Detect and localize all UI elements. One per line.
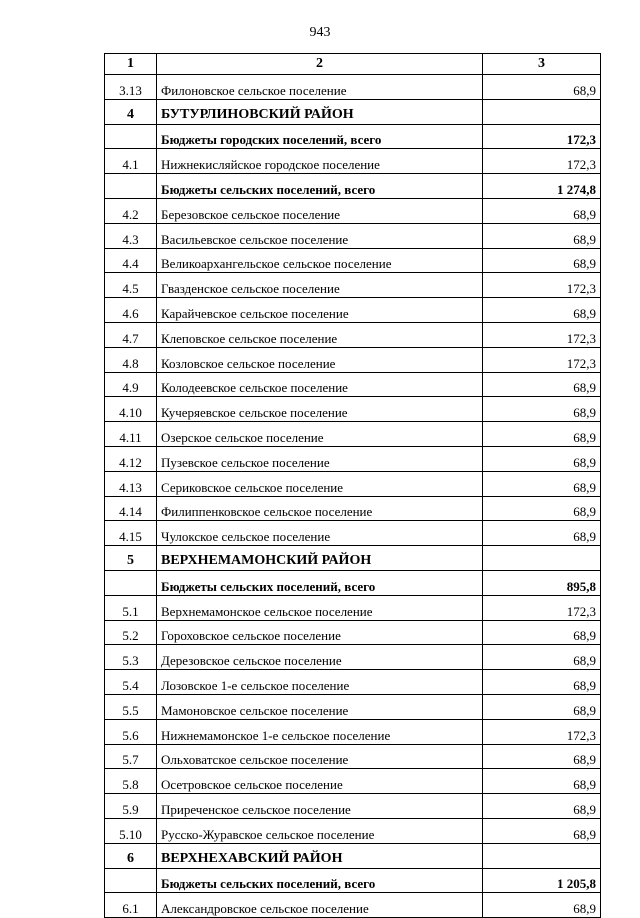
- row-number: 5.4: [105, 670, 157, 695]
- row-name: Березовское сельское поселение: [157, 198, 483, 223]
- table-row: [105, 694, 601, 719]
- row-name: Филиппенковское сельское поселение: [157, 496, 483, 521]
- table-row: [105, 273, 601, 298]
- row-number: 4.15: [105, 521, 157, 546]
- row-number: 6: [105, 843, 157, 868]
- row-number: 4.5: [105, 273, 157, 298]
- row-name: Ольховатское сельское поселение: [157, 744, 483, 769]
- row-value: 68,9: [483, 645, 601, 670]
- table-row: [105, 75, 601, 100]
- subtotal-row: [105, 174, 601, 199]
- row-value: 68,9: [483, 893, 601, 918]
- row-number: 4.13: [105, 471, 157, 496]
- table-row: [105, 595, 601, 620]
- page-number: 943: [309, 25, 331, 40]
- row-name: Мамоновское сельское поселение: [157, 694, 483, 719]
- row-value: 172,3: [483, 719, 601, 744]
- row-name: Бюджеты сельских поселений, всего: [157, 174, 483, 199]
- row-name: Нижнекисляйское городское поселение: [157, 149, 483, 174]
- row-value: [483, 546, 601, 571]
- row-number: 5.1: [105, 595, 157, 620]
- row-number: 4.7: [105, 322, 157, 347]
- row-number: 4.12: [105, 446, 157, 471]
- district-row: [105, 546, 601, 571]
- row-number: [105, 124, 157, 149]
- row-number: 4.4: [105, 248, 157, 273]
- row-number: 5.2: [105, 620, 157, 645]
- table-row: [105, 149, 601, 174]
- table-header: [105, 54, 601, 75]
- header-cell-3: 3: [483, 54, 601, 75]
- row-name: Чулокское сельское поселение: [157, 521, 483, 546]
- row-value: 68,9: [483, 75, 601, 100]
- row-name: Клеповское сельское поселение: [157, 322, 483, 347]
- row-name: Васильевское сельское поселение: [157, 223, 483, 248]
- row-name: Приреченское сельское поселение: [157, 794, 483, 819]
- row-name: Бюджеты сельских поселений, всего: [157, 868, 483, 893]
- row-number: [105, 868, 157, 893]
- row-value: 68,9: [483, 694, 601, 719]
- row-name: Кучеряевское сельское поселение: [157, 397, 483, 422]
- table-row: [105, 769, 601, 794]
- row-name: Верхнемамонское сельское поселение: [157, 595, 483, 620]
- row-name: ВЕРХНЕХАВСКИЙ РАЙОН: [157, 843, 483, 868]
- row-name: Сериковское сельское поселение: [157, 471, 483, 496]
- district-row: [105, 843, 601, 868]
- table-row: [105, 521, 601, 546]
- row-value: 172,3: [483, 595, 601, 620]
- subtotal-row: [105, 124, 601, 149]
- row-value: 1 205,8: [483, 868, 601, 893]
- row-value: 895,8: [483, 570, 601, 595]
- row-number: 5.9: [105, 794, 157, 819]
- table-row: [105, 198, 601, 223]
- header-row: [105, 54, 601, 75]
- row-number: 4.8: [105, 347, 157, 372]
- row-value: 68,9: [483, 794, 601, 819]
- row-value: 68,9: [483, 670, 601, 695]
- row-name: Бюджеты сельских поселений, всего: [157, 570, 483, 595]
- row-value: 172,3: [483, 322, 601, 347]
- table-row: [105, 298, 601, 323]
- row-name: Дерезовское сельское поселение: [157, 645, 483, 670]
- table-row: [105, 347, 601, 372]
- table-row: [105, 496, 601, 521]
- table-row: [105, 446, 601, 471]
- table-row: [105, 248, 601, 273]
- row-value: 68,9: [483, 446, 601, 471]
- row-number: 4.2: [105, 198, 157, 223]
- row-value: 172,3: [483, 149, 601, 174]
- row-name: Гвазденское сельское поселение: [157, 273, 483, 298]
- row-value: 68,9: [483, 298, 601, 323]
- row-value: 68,9: [483, 223, 601, 248]
- table-row: [105, 719, 601, 744]
- row-name: Озерское сельское поселение: [157, 422, 483, 447]
- row-name: Русско-Журавское сельское поселение: [157, 818, 483, 843]
- header-cell-2: 2: [157, 54, 483, 75]
- row-value: 172,3: [483, 273, 601, 298]
- row-name: Гороховское сельское поселение: [157, 620, 483, 645]
- row-value: 68,9: [483, 198, 601, 223]
- row-name: БУТУРЛИНОВСКИЙ РАЙОН: [157, 99, 483, 124]
- row-name: ВЕРХНЕМАМОНСКИЙ РАЙОН: [157, 546, 483, 571]
- table-row: [105, 744, 601, 769]
- row-name: Осетровское сельское поселение: [157, 769, 483, 794]
- row-number: 3.13: [105, 75, 157, 100]
- row-number: 5.8: [105, 769, 157, 794]
- row-value: 68,9: [483, 818, 601, 843]
- row-name: Пузевское сельское поселение: [157, 446, 483, 471]
- subtotal-row: [105, 570, 601, 595]
- table-row: [105, 620, 601, 645]
- table-body: [105, 75, 601, 918]
- row-name: Великоархангельское сельское поселение: [157, 248, 483, 273]
- row-number: 5.5: [105, 694, 157, 719]
- row-number: 4: [105, 99, 157, 124]
- row-name: Карайчевское сельское поселение: [157, 298, 483, 323]
- district-row: [105, 99, 601, 124]
- row-number: 5.6: [105, 719, 157, 744]
- row-value: [483, 843, 601, 868]
- row-name: Александровское сельское поселение: [157, 893, 483, 918]
- row-number: 5.3: [105, 645, 157, 670]
- row-number: 5: [105, 546, 157, 571]
- row-name: Козловское сельское поселение: [157, 347, 483, 372]
- row-name: Нижнемамонское 1-е сельское поселение: [157, 719, 483, 744]
- row-value: 68,9: [483, 620, 601, 645]
- row-number: 4.11: [105, 422, 157, 447]
- table-row: [105, 422, 601, 447]
- table-row: [105, 645, 601, 670]
- table-row: [105, 818, 601, 843]
- row-number: 4.10: [105, 397, 157, 422]
- row-name: Колодеевское сельское поселение: [157, 372, 483, 397]
- row-number: 5.10: [105, 818, 157, 843]
- row-name: Лозовское 1-е сельское поселение: [157, 670, 483, 695]
- budget-table: [104, 53, 601, 918]
- row-value: 68,9: [483, 521, 601, 546]
- table-row: [105, 397, 601, 422]
- table-row: [105, 893, 601, 918]
- row-number: 6.1: [105, 893, 157, 918]
- table-row: [105, 471, 601, 496]
- table-row: [105, 372, 601, 397]
- row-number: [105, 174, 157, 199]
- table-row: [105, 322, 601, 347]
- row-number: 4.3: [105, 223, 157, 248]
- row-value: 68,9: [483, 422, 601, 447]
- subtotal-row: [105, 868, 601, 893]
- row-value: 172,3: [483, 124, 601, 149]
- row-value: 1 274,8: [483, 174, 601, 199]
- row-value: 68,9: [483, 248, 601, 273]
- row-number: 4.6: [105, 298, 157, 323]
- row-number: 5.7: [105, 744, 157, 769]
- table-row: [105, 223, 601, 248]
- row-name: Бюджеты городских поселений, всего: [157, 124, 483, 149]
- table-row: [105, 670, 601, 695]
- table-row: [105, 794, 601, 819]
- row-value: 172,3: [483, 347, 601, 372]
- row-name: Филоновское сельское поселение: [157, 75, 483, 100]
- row-value: 68,9: [483, 744, 601, 769]
- row-number: 4.9: [105, 372, 157, 397]
- row-value: 68,9: [483, 496, 601, 521]
- header-cell-1: 1: [105, 54, 157, 75]
- row-value: 68,9: [483, 397, 601, 422]
- row-value: 68,9: [483, 471, 601, 496]
- row-number: 4.1: [105, 149, 157, 174]
- row-value: [483, 99, 601, 124]
- row-value: 68,9: [483, 769, 601, 794]
- row-number: 4.14: [105, 496, 157, 521]
- row-value: 68,9: [483, 372, 601, 397]
- row-number: [105, 570, 157, 595]
